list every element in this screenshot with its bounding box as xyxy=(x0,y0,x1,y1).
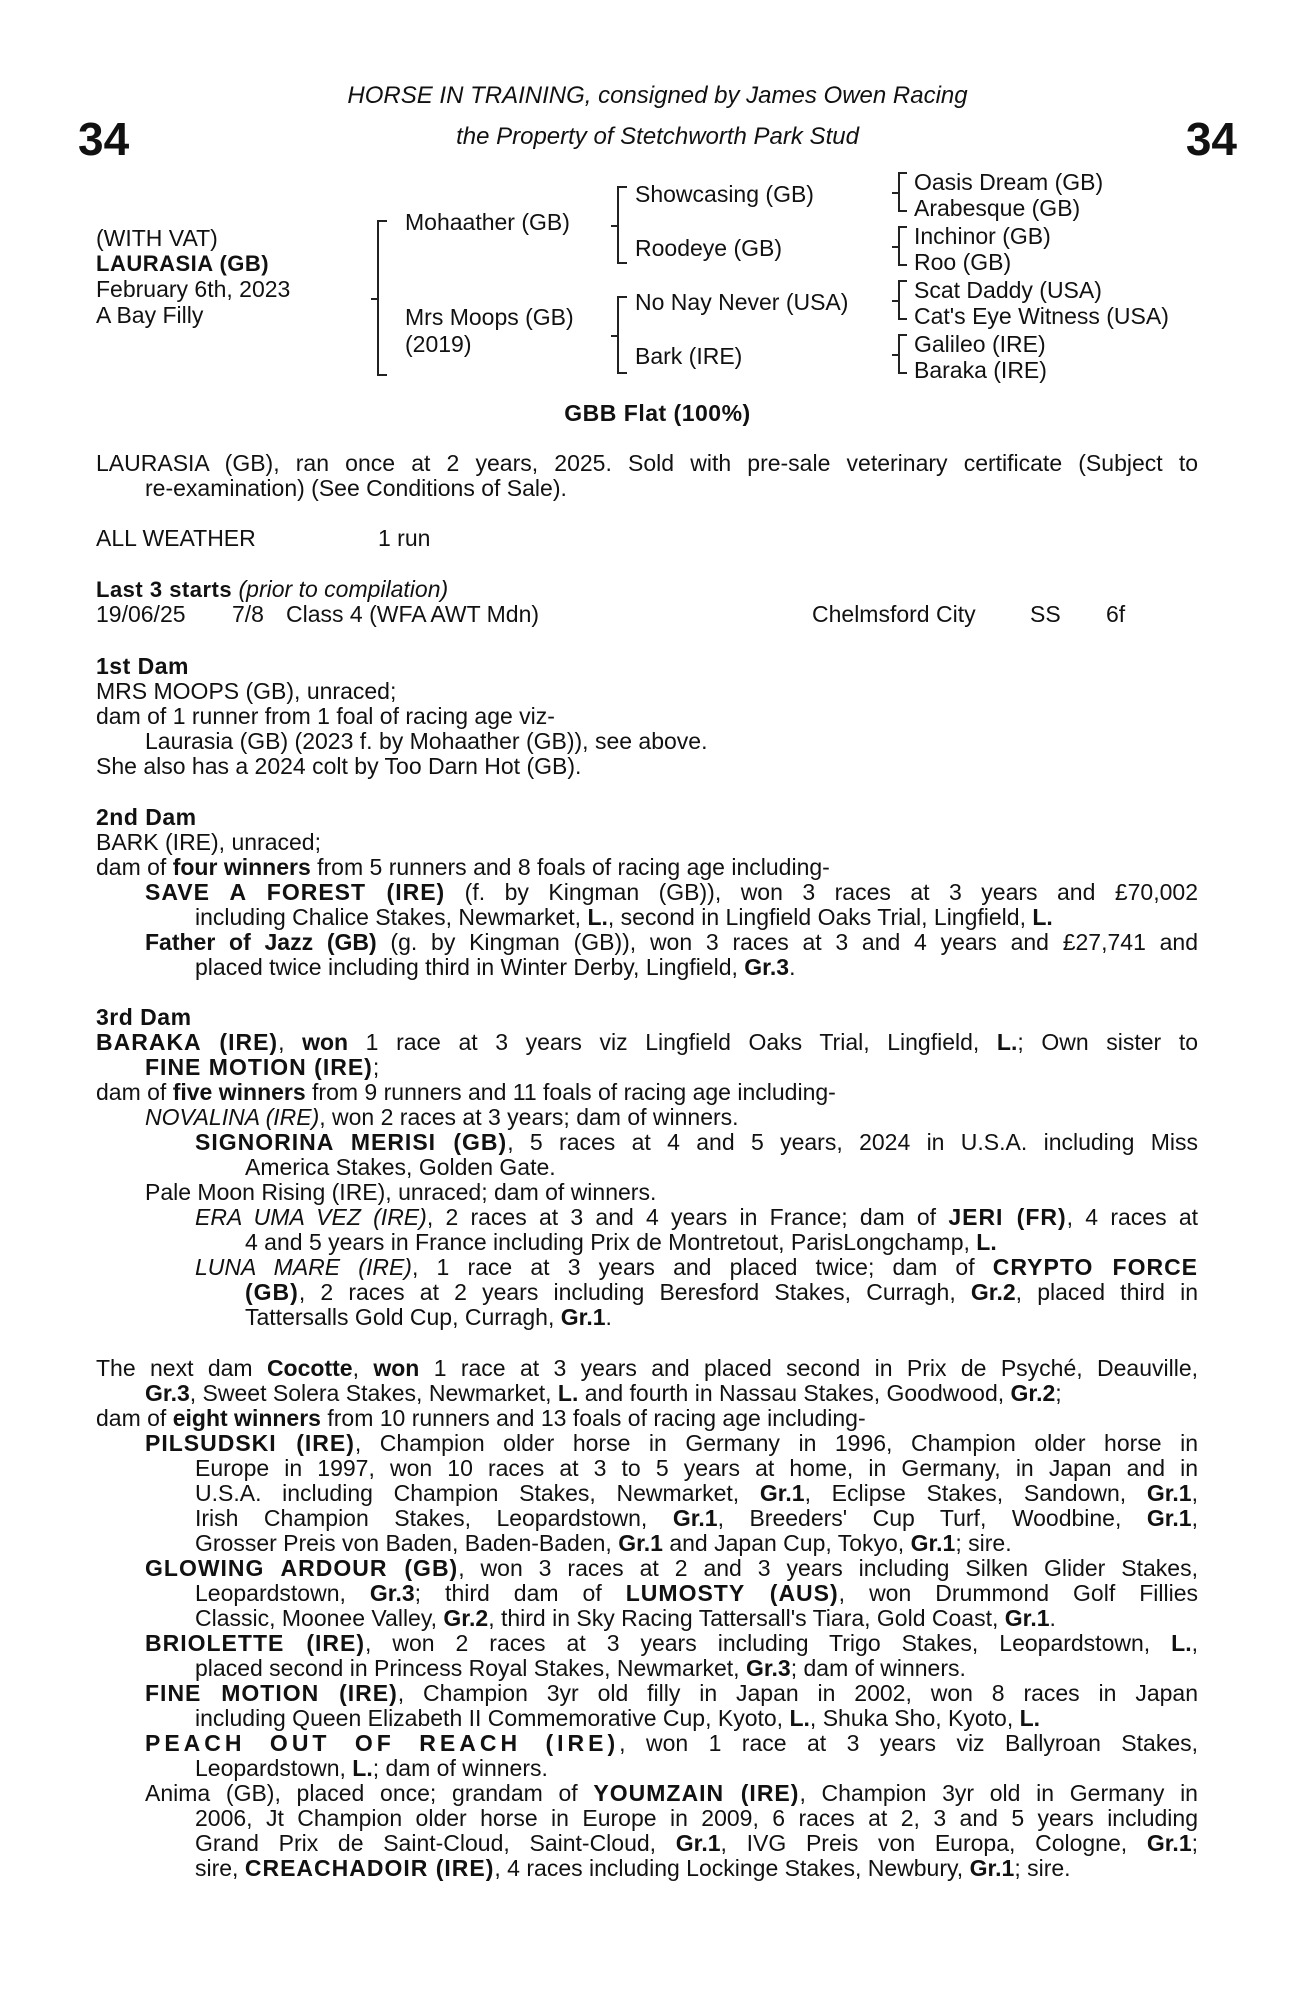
pilsudski-l2: Europe in 1997, won 10 races at 3 to 5 years at home, in Germany, in Japan and in xyxy=(195,1455,1198,1481)
anima-l1: Anima (GB), placed once; grandam of YOUMZAIN (IRE), Champion 3yr old in Germany in xyxy=(145,1780,1198,1806)
glowing-ardour-l3: Classic, Moonee Valley, Gr.2, third in Sky Racing Tattersall's Tiara, Gold Coast, Gr.1. xyxy=(195,1605,1056,1631)
intro-line-1: LAURASIA (GB), ran once at 2 years, 2025. Sold with pre-sale veterinary certificate (Subject to xyxy=(96,450,1198,476)
pilsudski-l1: PILSUDSKI (IRE), Champion older horse in Germany in 1996, Champion older horse in xyxy=(145,1430,1198,1456)
pedigree-brace-dam xyxy=(617,296,627,374)
second-dam-title: 2nd Dam xyxy=(96,804,197,830)
luna-mare-l2: (GB), 2 races at 2 years including Beresford Stakes, Curragh, Gr.2, placed third in xyxy=(245,1279,1199,1305)
horse-dob: February 6th, 2023 xyxy=(96,276,291,302)
signorina-l2: America Stakes, Golden Gate. xyxy=(245,1154,556,1180)
last-starts-heading xyxy=(96,577,448,603)
last-starts-note: (prior to compilation) xyxy=(238,576,449,602)
fine-motion-l2: including Queen Elizabeth II Commemorative Cup, Kyoto, L., Shuka Sho, Kyoto, L. xyxy=(195,1705,1041,1731)
anima-l2: 2006, Jt Champion older horse in Europe in 2009, 6 races at 2, 3 and 5 years including xyxy=(195,1805,1198,1831)
glowing-ardour-l2: Leopardstown, Gr.3; third dam of LUMOSTY (AUS), won Drummond Golf Fillies xyxy=(195,1580,1198,1606)
horse-name: LAURASIA (GB) xyxy=(96,251,270,276)
gen3-5: Scat Daddy (USA) xyxy=(914,277,1102,303)
luna-mare-l3: Tattersalls Gold Cup, Curragh, Gr.1. xyxy=(245,1304,612,1330)
lot-number-right: 34 xyxy=(1185,113,1237,165)
baraka-l3: dam of five winners from 9 runners and 11 foals of racing age including- xyxy=(96,1079,836,1105)
next-dam-l2: Gr.3, Sweet Solera Stakes, Newmarket, L. and fourth in Nassau Stakes, Goodwood, Gr.2; xyxy=(145,1380,1062,1406)
sire-name: Mohaather (GB) xyxy=(405,209,570,235)
vat-note: (WITH VAT) xyxy=(96,225,218,251)
first-dam-l2: dam of 1 runner from 1 foal of racing age viz- xyxy=(96,703,555,729)
sire-dam: Roodeye (GB) xyxy=(635,235,783,261)
pilsudski-l4: Irish Champion Stakes, Leopardstown, Gr.1, Breeders' Cup Turf, Woodbine, Gr.1, xyxy=(195,1505,1198,1531)
lot-number-left: 34 xyxy=(78,113,130,165)
peach-l1: PEACH OUT OF REACH (IRE), won 1 race at 3 years viz Ballyroan Stakes, xyxy=(145,1730,1198,1756)
pilsudski-l5: Grosser Preis von Baden, Baden-Baden, Gr.1 and Japan Cup, Tokyo, Gr.1; sire. xyxy=(195,1530,1012,1556)
baraka-l1: BARAKA (IRE), won 1 race at 3 years viz Lingfield Oaks Trial, Lingfield, L.; Own sister to xyxy=(96,1029,1198,1055)
start-date: 19/06/25 xyxy=(96,601,186,627)
second-dam-l1: BARK (IRE), unraced; xyxy=(96,829,321,855)
luna-mare-l1: LUNA MARE (IRE), 1 race at 3 years and placed twice; dam of CRYPTO FORCE xyxy=(195,1254,1199,1280)
pedigree-brace-sire xyxy=(617,186,627,264)
peach-l2: Leopardstown, L.; dam of winners. xyxy=(195,1755,548,1781)
anima-l4: sire, CREACHADOIR (IRE), 4 races including Lockinge Stakes, Newbury, Gr.1; sire. xyxy=(195,1855,1071,1881)
gen3-4: Roo (GB) xyxy=(914,249,1012,275)
third-dam-title: 3rd Dam xyxy=(96,1004,192,1030)
era-uma-vez-l1: ERA UMA VEZ (IRE), 2 races at 3 and 4 years in France; dam of JERI (FR), 4 races at xyxy=(195,1204,1198,1230)
gen3-1: Oasis Dream (GB) xyxy=(914,169,1104,195)
dam-name: Mrs Moops (GB) xyxy=(405,304,574,330)
gbb-rating: GBB Flat (100%) xyxy=(564,400,751,426)
pilsudski-l3: U.S.A. including Champion Stakes, Newmarket, Gr.1, Eclipse Stakes, Sandown, Gr.1, xyxy=(195,1480,1198,1506)
father-of-jazz-l1: Father of Jazz (GB) (g. by Kingman (GB)), won 3 races at 3 and 4 years and £27,741 and xyxy=(145,929,1198,955)
start-course: Chelmsford City xyxy=(812,601,976,627)
dam-dam: Bark (IRE) xyxy=(635,343,743,369)
briolette-l1: BRIOLETTE (IRE), won 2 races at 3 years including Trigo Stakes, Leopardstown, L., xyxy=(145,1630,1198,1656)
dam-year: (2019) xyxy=(405,331,472,357)
gen3-7: Galileo (IRE) xyxy=(914,331,1046,357)
pedigree-brace-g3-4 xyxy=(898,334,907,374)
save-a-forest-l2: including Chalice Stakes, Newmarket, L., second in Lingfield Oaks Trial, Lingfield, L. xyxy=(195,904,1053,930)
first-dam-l4: She also has a 2024 colt by Too Darn Hot (GB). xyxy=(96,753,582,779)
start-position: 7/8 xyxy=(232,601,264,627)
first-dam-title: 1st Dam xyxy=(96,653,189,679)
pale-moon-line: Pale Moon Rising (IRE), unraced; dam of winners. xyxy=(145,1179,657,1205)
all-weather-label: ALL WEATHER xyxy=(96,525,256,551)
start-going: SS xyxy=(1030,601,1061,627)
first-dam-l3: Laurasia (GB) (2023 f. by Mohaather (GB)), see above. xyxy=(145,728,708,754)
gen3-8: Baraka (IRE) xyxy=(914,357,1047,383)
glowing-ardour-l1: GLOWING ARDOUR (GB), won 3 races at 2 and 3 years including Silken Glider Stakes, xyxy=(145,1555,1198,1581)
pedigree-brace-g3-3 xyxy=(898,280,907,320)
header-consignor: HORSE IN TRAINING, consigned by James Owen Racing xyxy=(347,82,968,109)
novalina-line: NOVALINA (IRE), won 2 races at 3 years; dam of winners. xyxy=(145,1104,739,1130)
second-dam-l2: dam of four winners from 5 runners and 8 foals of racing age including- xyxy=(96,854,830,880)
briolette-l2: placed second in Princess Royal Stakes, Newmarket, Gr.3; dam of winners. xyxy=(195,1655,966,1681)
father-of-jazz-l2: placed twice including third in Winter Derby, Lingfield, Gr.3. xyxy=(195,954,796,980)
next-dam-l3: dam of eight winners from 10 runners and 13 foals of racing age including- xyxy=(96,1405,866,1431)
fine-motion-l1: FINE MOTION (IRE), Champion 3yr old filly in Japan in 2002, won 8 races in Japan xyxy=(145,1680,1198,1706)
horse-description: A Bay Filly xyxy=(96,302,204,328)
baraka-l2: FINE MOTION (IRE); xyxy=(145,1054,380,1080)
gen3-2: Arabesque (GB) xyxy=(914,195,1081,221)
pedigree-brace-g3-1 xyxy=(898,172,907,212)
dam-sire: No Nay Never (USA) xyxy=(635,289,849,315)
next-dam-l1: The next dam Cocotte, won 1 race at 3 years and placed second in Prix de Psyché, Deauville, xyxy=(96,1355,1198,1381)
header-property: the Property of Stetchworth Park Stud xyxy=(456,123,859,150)
pedigree-brace-main xyxy=(377,220,387,376)
first-dam-l1: MRS MOOPS (GB), unraced; xyxy=(96,678,397,704)
all-weather-runs: 1 run xyxy=(378,525,431,551)
last-starts-title: Last 3 starts xyxy=(96,577,233,602)
start-race: Class 4 (WFA AWT Mdn) xyxy=(286,601,540,627)
pedigree-brace-g3-2 xyxy=(898,226,907,266)
save-a-forest-l1: SAVE A FOREST (IRE) (f. by Kingman (GB)), won 3 races at 3 years and £70,002 xyxy=(145,879,1198,905)
era-uma-vez-l2: 4 and 5 years in France including Prix de Montretout, ParisLongchamp, L. xyxy=(245,1229,997,1255)
gen3-3: Inchinor (GB) xyxy=(914,223,1051,249)
start-distance: 6f xyxy=(1106,601,1126,627)
sire-sire: Showcasing (GB) xyxy=(635,181,814,207)
gen3-6: Cat's Eye Witness (USA) xyxy=(914,303,1169,329)
anima-l3: Grand Prix de Saint-Cloud, Saint-Cloud, Gr.1, IVG Preis von Europa, Cologne, Gr.1; xyxy=(195,1830,1199,1856)
intro-line-2: re-examination) (See Conditions of Sale). xyxy=(145,475,567,501)
signorina-l1: SIGNORINA MERISI (GB), 5 races at 4 and 5 years, 2024 in U.S.A. including Miss xyxy=(195,1129,1198,1155)
